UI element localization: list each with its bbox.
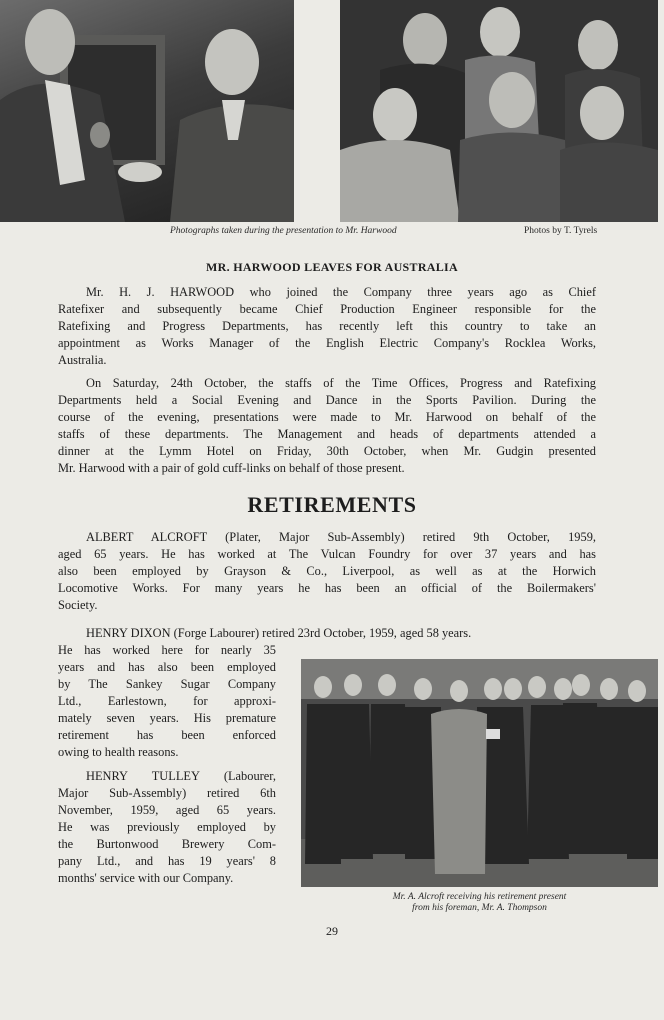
dixon-paragraph-first-line <box>58 625 596 642</box>
text-line: months' service with our Company. <box>58 871 234 885</box>
text-line: staffs of these departments. The Management and heads of departments attended a <box>58 427 596 441</box>
text-line: HENRY TULLEY (Labourer, <box>86 769 276 783</box>
text-line: the Burtonwood Brewery Com- <box>58 837 276 851</box>
photo-alcroft-retirement <box>301 659 658 887</box>
text-line: Mr. Harwood with a pair of gold cuff-links on behalf of those present. <box>58 461 405 475</box>
text-line: Mr. H. J. HARWOOD who joined the Company three years ago as Chief <box>86 285 596 299</box>
text-line: mately seven years. His premature <box>58 711 276 725</box>
text-line: Major Sub-Assembly) retired 6th <box>58 786 276 800</box>
section-title-retirements: RETIREMENTS <box>247 492 417 517</box>
harwood-paragraph-1 <box>58 284 596 369</box>
text-line: Locomotive Works. For many years he has been an official of the Boilermakers' <box>58 581 596 595</box>
text-line: also been employed by Grayson & Co., Liverpool, as well as at the Horwich <box>58 564 596 578</box>
text-line: Departments held a Social Evening and Dance in the Sports Pavilion. During the <box>58 393 596 407</box>
photo-credit: Photos by T. Tyrels <box>524 226 598 236</box>
text-line: appointment as Works Manager of the English Electric Company's Rocklea Works, <box>58 336 596 350</box>
photo-handshake <box>0 0 294 222</box>
text-line: Ltd., Earlestown, for approxi- <box>58 694 276 708</box>
photo-group-presentation <box>340 0 658 222</box>
text-line: by The Sankey Sugar Company <box>58 677 276 691</box>
text-line: dinner at the Lymm Hotel on Friday, 30th October, when Mr. Gudgin presented <box>58 444 596 458</box>
text-line: aged 65 years. He has worked at The Vulcan Foundry for over 37 years and has <box>58 547 596 561</box>
text-line: course of the evening, presentations were made to Mr. Harwood on behalf of the <box>58 410 596 424</box>
photo-caption-top: Photographs taken during the presentation to Mr. Harwood <box>170 226 397 236</box>
text-line: November, 1959, aged 65 years. <box>58 803 276 817</box>
article-title-harwood: MR. HARWOOD LEAVES FOR AUSTRALIA <box>206 260 458 274</box>
text-line: Society. <box>58 598 98 612</box>
text-line: owing to health reasons. <box>58 745 179 759</box>
alcroft-paragraph <box>58 529 596 614</box>
text-line: years and has also been employed <box>58 660 276 674</box>
text-line: Ratefixer and subsequently became Chief Production Engineer responsible for the <box>58 302 596 316</box>
text-line: HENRY DIXON (Forge Labourer) retired 23rd October, 1959, aged 58 years. <box>86 626 472 640</box>
text-line: Ratefixing and Progress Departments, has recently left this country to take an <box>58 319 596 333</box>
text-line: Australia. <box>58 353 107 367</box>
caption-line: from his foreman, Mr. A. Thompson <box>412 903 547 913</box>
dixon-paragraph <box>58 642 276 761</box>
text-line: pany Ltd., and has 19 years' 8 <box>58 854 276 868</box>
text-line: ALBERT ALCROFT (Plater, Major Sub-Assembly) retired 9th October, 1959, <box>86 530 596 544</box>
text-line: He has worked here for nearly 35 <box>58 643 276 657</box>
caption-line: Mr. A. Alcroft receiving his retirement present <box>392 892 567 902</box>
harwood-paragraph-2 <box>58 375 596 477</box>
text-line: He was previously employed by <box>58 820 276 834</box>
page-number: 29 <box>326 924 338 938</box>
text-line: retirement has been enforced <box>58 728 276 742</box>
tulley-paragraph <box>58 768 276 887</box>
photo-caption-bottom <box>301 892 658 914</box>
text-line: On Saturday, 24th October, the staffs of the Time Offices, Progress and Ratefixing <box>86 376 596 390</box>
